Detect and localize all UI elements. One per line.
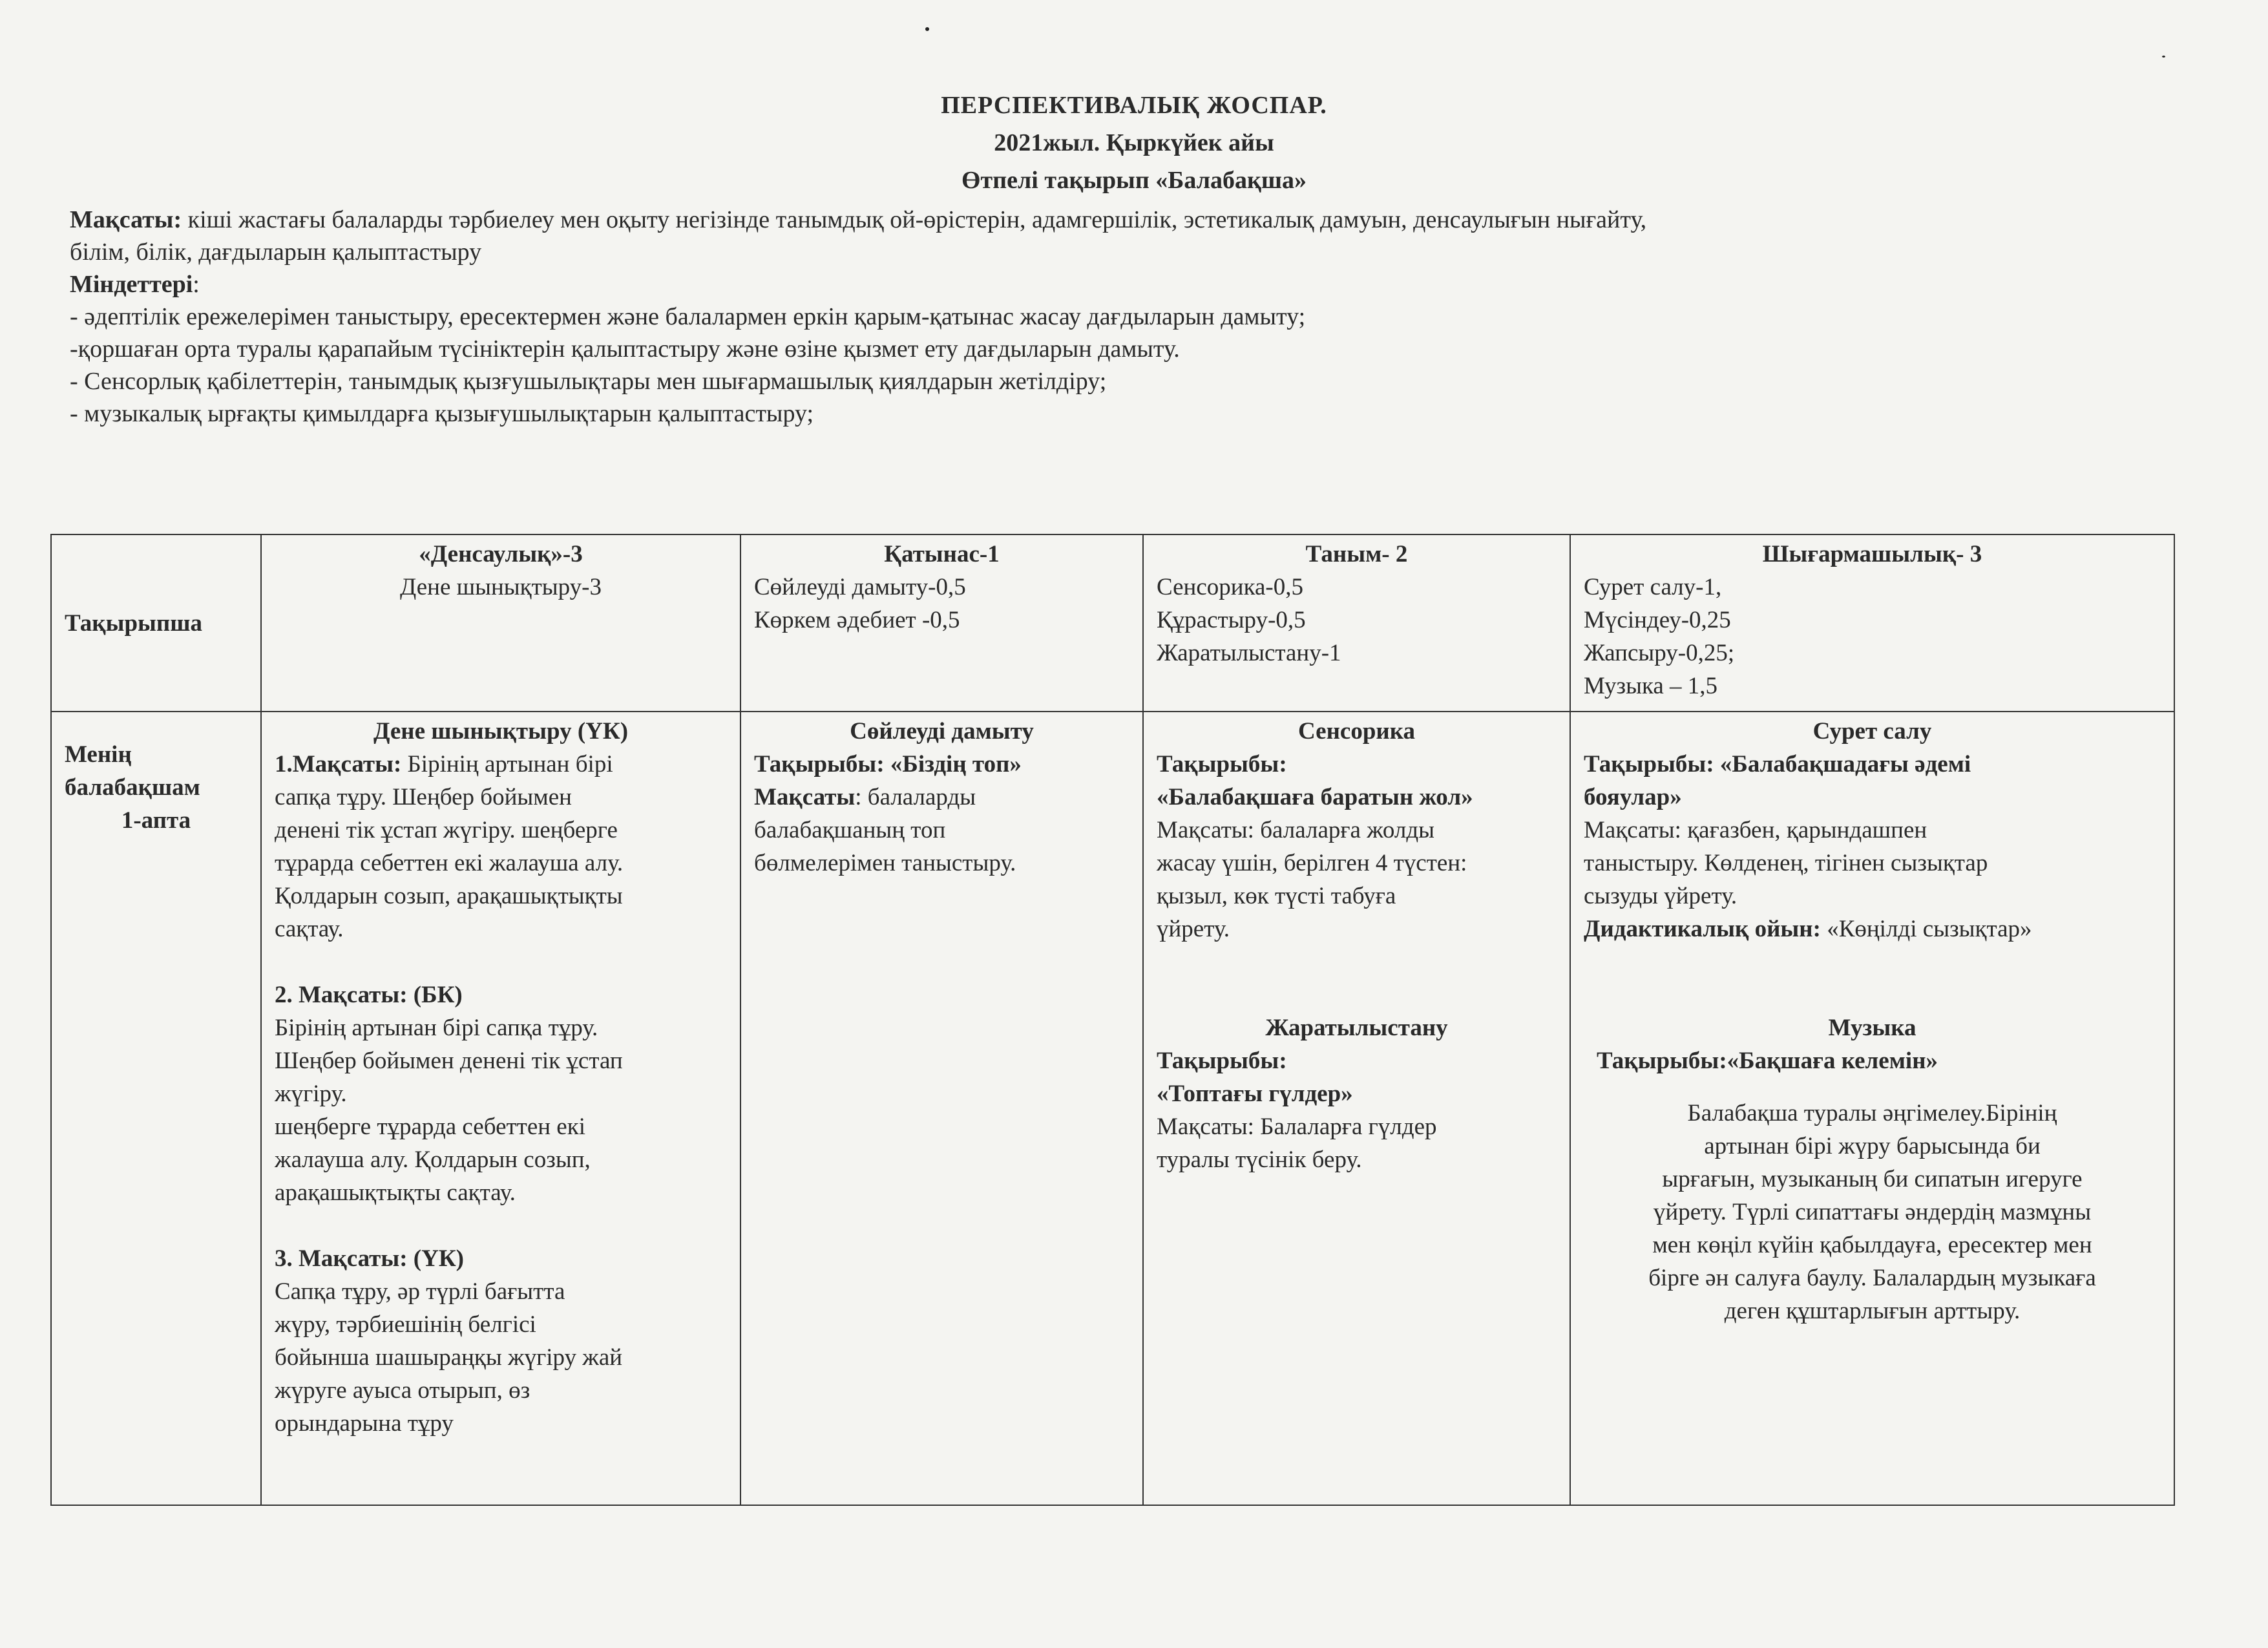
music-topic: Тақырыбы:«Бақшаға келемін»: [1597, 1048, 1938, 1074]
header-cell-health: [261, 534, 740, 712]
goal-paragraph: [70, 204, 2202, 236]
header-cell-cognition: [1143, 534, 1570, 712]
pe-goal3-text: орындарына тұру: [275, 1410, 454, 1437]
music-text: Балабақша туралы әңгімелеу.Бірінің: [1687, 1100, 2057, 1126]
art-game-label: Дидактикалық ойын:: [1584, 916, 1821, 942]
speech-goal-text: : балаларды: [855, 784, 976, 810]
pe-goal1-text: Қолдарын созып, арақашықтықты: [275, 883, 623, 909]
goal-text: кіші жастағы балаларды тәрбиелеу мен оқыту негізінде танымдық ой-өрістерін, адамгершілік, эстетикалық дамуын, денсаулығын нығайту,: [182, 206, 1647, 233]
nature-goal-text: туралы түсінік беру.: [1157, 1146, 1362, 1173]
speech-goal-text: бөлмелерімен таныстыру.: [754, 850, 1016, 876]
task-item: -қоршаған орта туралы қарапайым түсініктерін қалыптастыру және өзіне қызмет ету дағдыларын дамыту.: [70, 335, 1180, 363]
art-goal-text: Мақсаты: қағазбен, қарындашпен: [1584, 817, 1927, 843]
scan-speck: [2162, 56, 2165, 58]
music-text: үйрету. Түрлі сипаттағы әндердің мазмұны: [1653, 1199, 2092, 1225]
art-game-line: [1584, 913, 2161, 945]
document-title: ПЕРСПЕКТИВАЛЫҚ ЖОСПАР.: [941, 92, 1327, 119]
tasks-label: Міндеттері: [70, 271, 193, 298]
pe-goal3-text: бойынша шашыраңқы жүгіру жай: [275, 1344, 623, 1371]
goal-paragraph-cont: білім, білік, дағдыларын қалыптастыру: [70, 238, 482, 266]
sensor-goal-text: қызыл, көк түсті табуға: [1157, 883, 1396, 909]
pe-goal1-line: [275, 748, 727, 781]
header-line: Мүсіндеу-0,25: [1584, 607, 1731, 633]
task-item: - Сенсорлық қабілеттерін, танымдық қызғушылықтары мен шығармашылық қиялдарын жетілдіру;: [70, 368, 1107, 395]
tasks-colon: :: [193, 271, 200, 298]
sensor-title: Сенсорика: [1298, 718, 1415, 745]
document-theme: Өтпелі тақырып «Балабақша»: [961, 167, 1307, 194]
task-item: - әдептілік ережелерімен таныстыру, ересектермен және балалармен еркін қарым-қатынас жасау дағдыларын дамыту;: [70, 303, 1306, 330]
header-title: «Денсаулық»-3: [419, 541, 583, 567]
pe-goal3-text: Сапқа тұру, әр түрлі бағытта: [275, 1278, 565, 1305]
nature-topic-label: Тақырыбы:: [1157, 1048, 1287, 1074]
week-label: 1-апта: [121, 807, 191, 834]
pe-goal2-label: 2. Мақсаты: (БК): [275, 982, 463, 1008]
music-text: артынан бірі жүру барысында би: [1704, 1133, 2041, 1159]
row-label-cell: [51, 712, 261, 1505]
pe-goal1-text: денені тік ұстап жүгіру. шеңберге: [275, 817, 618, 843]
header-title: Шығармашылық- 3: [1762, 541, 1982, 567]
sensor-topic: «Балабақшаға баратын жол»: [1157, 784, 1473, 810]
art-title: Сурет салу: [1812, 718, 1932, 745]
nature-title: Жаратылыстану: [1265, 1015, 1448, 1041]
pe-goal1-text: Бірінің артынан бірі: [401, 751, 613, 777]
pe-goal2-text: Бірінің артынан бірі сапқа тұру.: [275, 1015, 598, 1041]
goal-label: Мақсаты:: [70, 206, 182, 233]
row-label: Менің: [65, 741, 132, 768]
header-line: Музыка – 1,5: [1584, 673, 1718, 699]
task-item: - музыкалық ырғақты қимылдарға қызығушылықтарын қалыптастыру;: [70, 400, 814, 427]
sensor-topic-label: Тақырыбы:: [1157, 751, 1287, 777]
tasks-heading: [70, 268, 2202, 301]
pe-goal3-label: 3. Мақсаты: (ҮК): [275, 1245, 464, 1272]
speech-topic: Тақырыбы: «Біздің топ»: [754, 751, 1022, 777]
header-title: Қатынас-1: [884, 541, 1000, 567]
header-line: Құрастыру-0,5: [1157, 607, 1306, 633]
art-topic: Тақырыбы: «Балабақшадағы әдемі: [1584, 751, 1971, 777]
speech-goal-line: [754, 781, 1129, 814]
document-date: 2021жыл. Қыркүйек айы: [994, 129, 1274, 156]
pe-goal1-text: сапқа тұру. Шеңбер бойымен: [275, 784, 572, 810]
header-line: Сөйлеуді дамыту-0,5: [754, 574, 966, 600]
header-line: Жаратылыстану-1: [1157, 640, 1341, 666]
pe-cell: [261, 712, 740, 1505]
pe-title: Дене шынықтыру (ҮК): [373, 718, 629, 745]
pe-goal3-text: жүруге ауыса отырып, өз: [275, 1377, 530, 1404]
header-line: Сенсорика-0,5: [1157, 574, 1303, 600]
art-topic: бояулар»: [1584, 784, 1682, 810]
art-goal-text: таныстыру. Көлденең, тігінен сызықтар: [1584, 850, 1988, 876]
music-text: ырғағын, музыканың би сипатын игеруге: [1662, 1166, 2083, 1192]
pe-goal1-label: 1.Мақсаты:: [275, 751, 402, 777]
speech-goal-label: Мақсаты: [754, 784, 856, 810]
art-cell: [1570, 712, 2174, 1505]
header-line: Көркем әдебиет -0,5: [754, 607, 960, 633]
music-title: Музыка: [1828, 1015, 1916, 1041]
pe-goal1-text: тұрарда себеттен екі жалауша алу.: [275, 850, 624, 876]
sensor-goal-text: Мақсаты: балаларға жолды: [1157, 817, 1435, 843]
sensor-goal-text: жасау үшін, берілген 4 түстен:: [1157, 850, 1467, 876]
header-line: Дене шынықтыру-3: [400, 574, 602, 600]
header-line: Сурет салу-1,: [1584, 574, 1722, 600]
sensor-cell: [1143, 712, 1570, 1505]
row-label: балабақшам: [65, 774, 200, 801]
plan-table: [50, 534, 2175, 1506]
header-cell-subtopic: Тақырыпша: [51, 534, 261, 712]
speech-goal-text: балабақшаның топ: [754, 817, 946, 843]
header-line: Жапсыру-0,25;: [1584, 640, 1735, 666]
table-row: [51, 712, 2174, 1505]
sensor-goal-text: үйрету.: [1157, 916, 1230, 942]
header-cell-creativity: [1570, 534, 2174, 712]
header-title: Таным- 2: [1305, 541, 1408, 567]
nature-topic: «Топтағы гүлдер»: [1157, 1081, 1353, 1107]
pe-goal2-text: шеңберге тұрарда себеттен екі: [275, 1114, 585, 1140]
pe-goal2-text: арақашықтықты сақтау.: [275, 1179, 516, 1206]
scan-speck: [925, 27, 929, 31]
pe-goal2-text: жалауша алу. Қолдарын созып,: [275, 1146, 591, 1173]
music-text: бірге ән салуға баулу. Балалардың музыкаға: [1648, 1265, 2096, 1291]
table-header-row: [51, 534, 2174, 712]
speech-title: Сөйлеуді дамыту: [850, 718, 1034, 745]
speech-cell: [740, 712, 1143, 1505]
pe-goal2-text: Шеңбер бойымен денені тік ұстап: [275, 1048, 623, 1074]
music-text: мен көңіл күйін қабылдауға, ересектер мен: [1652, 1232, 2092, 1258]
art-goal-text: сызуды үйрету.: [1584, 883, 1738, 909]
nature-goal-text: Мақсаты: Балаларға гүлдер: [1157, 1114, 1437, 1140]
pe-goal3-text: жүру, тәрбиешінің белгісі: [275, 1311, 536, 1338]
pe-goal1-text: сақтау.: [275, 916, 344, 942]
music-text: деген құштарлығын арттыру.: [1724, 1298, 2021, 1324]
header-cell-communication: [740, 534, 1143, 712]
art-game-value: «Көңілді сызықтар»: [1820, 916, 2032, 942]
intro-section: [70, 204, 2202, 430]
pe-goal2-text: жүгіру.: [275, 1081, 347, 1107]
